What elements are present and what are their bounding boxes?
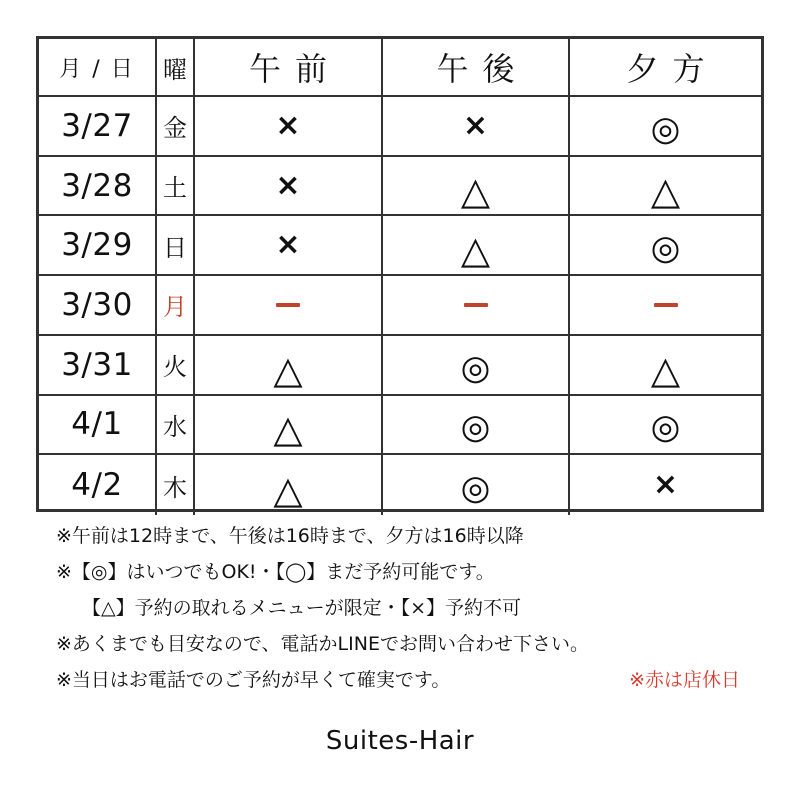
- row-morning-cell: [195, 455, 383, 515]
- note-legend-availability: ※【◎】はいつでもOK!・【◯】まだ予約可能です。: [56, 561, 495, 583]
- row-evening-cell: [570, 396, 761, 456]
- row-date: 4/1: [39, 396, 157, 456]
- row-afternoon-cell: [383, 336, 570, 396]
- unavailable-mark: ×: [275, 167, 301, 203]
- available-mark: ◎: [650, 228, 681, 269]
- limited-mark: △: [460, 228, 491, 273]
- row-date: 3/28: [39, 157, 157, 217]
- unavailable-mark: ×: [652, 467, 679, 503]
- row-day-of-week: 火: [157, 336, 195, 396]
- header-evening: 夕方: [570, 39, 761, 97]
- row-morning-cell: [195, 336, 383, 396]
- row-day-of-week: 土: [157, 157, 195, 217]
- header-date: 月 / 日: [39, 39, 157, 97]
- limited-mark: △: [650, 347, 681, 392]
- note-closed-day: ※赤は店休日: [629, 669, 740, 691]
- available-mark: ◎: [460, 347, 491, 388]
- row-date: 3/31: [39, 336, 157, 396]
- row-evening-cell: [570, 276, 761, 336]
- closed-dash-mark: [654, 303, 678, 307]
- limited-mark: △: [273, 347, 303, 392]
- header-afternoon: 午後: [383, 39, 570, 97]
- row-evening-cell: [570, 97, 761, 157]
- closed-dash-mark: [464, 303, 488, 307]
- unavailable-mark: ×: [275, 107, 301, 143]
- row-evening-cell: [570, 336, 761, 396]
- available-mark: ◎: [460, 468, 491, 509]
- row-date: 3/30: [39, 276, 157, 336]
- brand-name: Suites-Hair: [325, 726, 475, 756]
- row-morning-cell: [195, 97, 383, 157]
- row-afternoon-cell: [383, 157, 570, 217]
- note-same-day-text: ※当日はお電話でのご予約が早くて確実です。: [56, 669, 451, 691]
- notes: [56, 518, 756, 698]
- limited-mark: △: [273, 407, 303, 452]
- row-afternoon-cell: [383, 216, 570, 276]
- available-mark: ◎: [460, 407, 491, 448]
- row-afternoon-cell: [383, 276, 570, 336]
- unavailable-mark: ×: [462, 107, 489, 143]
- note-contact: ※あくまでも目安なので、電話かLINEでお問い合わせ下さい。: [56, 633, 589, 655]
- header-day-of-week: 曜: [157, 39, 195, 97]
- row-morning-cell: [195, 396, 383, 456]
- row-evening-cell: [570, 216, 761, 276]
- row-afternoon-cell: [383, 396, 570, 456]
- note-same-day: [56, 662, 756, 698]
- row-date: 3/27: [39, 97, 157, 157]
- closed-dash-mark: [276, 303, 300, 307]
- note-hours: ※午前は12時まで、午後は16時まで、夕方は16時以降: [56, 525, 524, 547]
- limited-mark: △: [460, 168, 491, 213]
- row-day-of-week: 月: [157, 276, 195, 336]
- row-day-of-week: 木: [157, 455, 195, 515]
- note-legend-limited: 【△】予約の取れるメニューが限定・【×】予約不可: [82, 597, 522, 619]
- row-day-of-week: 水: [157, 396, 195, 456]
- unavailable-mark: ×: [275, 227, 301, 263]
- limited-mark: △: [650, 168, 681, 213]
- row-evening-cell: [570, 157, 761, 217]
- available-mark: ◎: [650, 407, 681, 448]
- row-evening-cell: [570, 455, 761, 515]
- limited-mark: △: [273, 468, 303, 513]
- row-morning-cell: [195, 157, 383, 217]
- schedule-table: [36, 36, 764, 512]
- row-afternoon-cell: [383, 455, 570, 515]
- header-morning: 午前: [195, 39, 383, 97]
- row-day-of-week: 金: [157, 97, 195, 157]
- row-date: 3/29: [39, 216, 157, 276]
- row-date: 4/2: [39, 455, 157, 515]
- row-day-of-week: 日: [157, 216, 195, 276]
- row-afternoon-cell: [383, 97, 570, 157]
- available-mark: ◎: [650, 108, 681, 149]
- row-morning-cell: [195, 276, 383, 336]
- row-morning-cell: [195, 216, 383, 276]
